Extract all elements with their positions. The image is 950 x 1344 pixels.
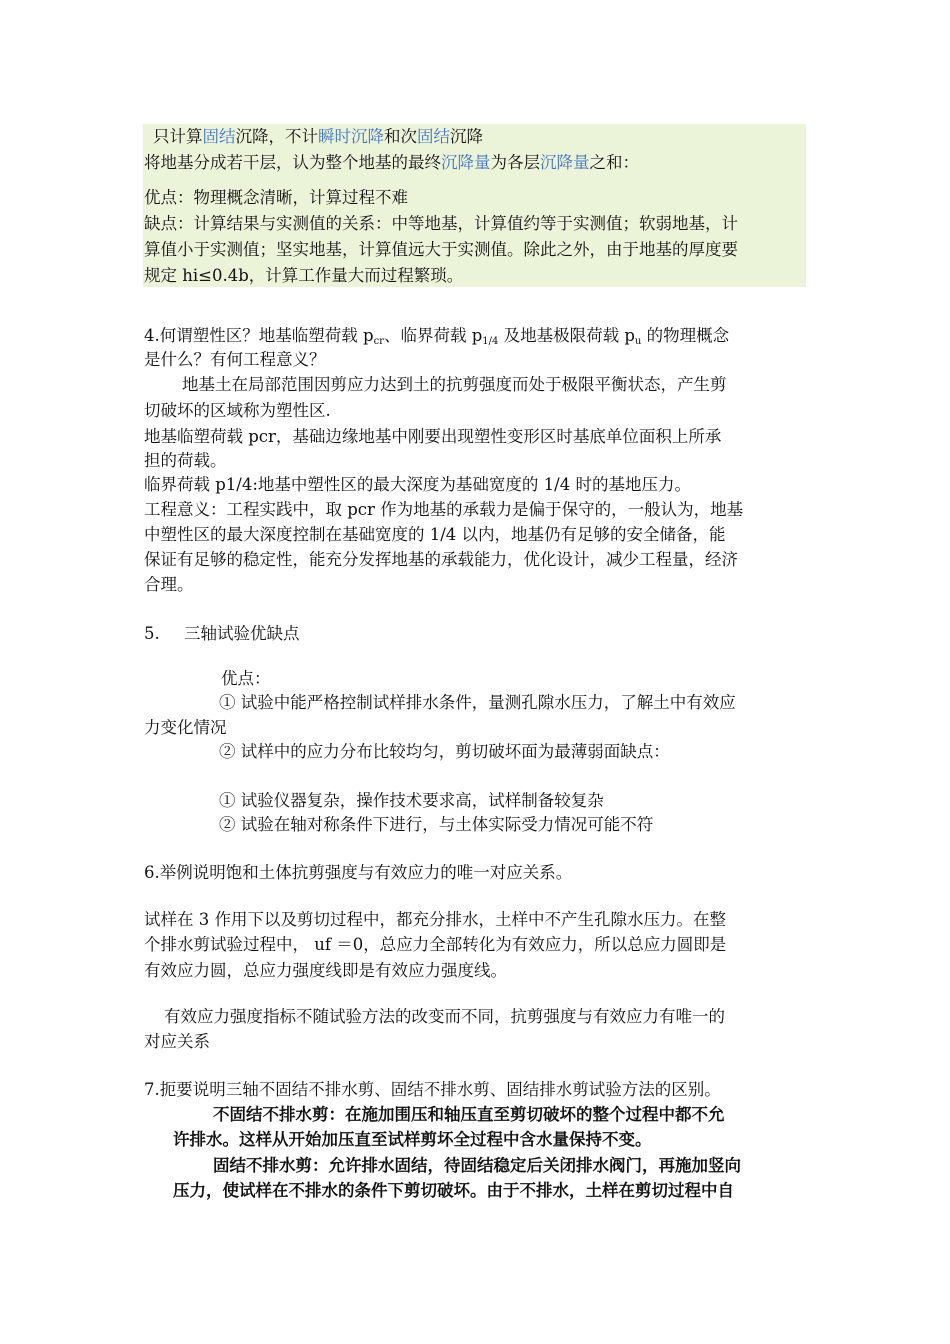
question-title: 7.扼要说明三轴不固结不排水剪、固结不排水剪、固结排水剪试验方法的区别。 (144, 1080, 721, 1099)
link-text: 固结 (417, 127, 450, 146)
text-line: 优点：物理概念清晰，计算过程不难 (144, 188, 408, 207)
text-segment: 为各层 (490, 153, 540, 172)
text-segment: 只计算 (153, 127, 203, 146)
text-segment: 和次 (384, 127, 417, 146)
list-item: ① 试验中能严格控制试样排水条件，量测孔隙水压力，了解土中有效应 (219, 693, 736, 712)
bold-text-line: 固结不排水剪：允许排水固结，待固结稳定后关闭排水阀门，再施加竖向 (213, 1156, 741, 1175)
text-line: 地基土在局部范围因剪应力达到土的抗剪强度而处于极限平衡状态，产生剪 (182, 375, 727, 394)
text-line: 算值小于实测值；坚实地基，计算值远大于实测值。除此之外，由于地基的厚度要 (144, 240, 738, 259)
text-line (144, 150, 808, 176)
text-line: 对应关系 (144, 1032, 210, 1051)
text-line: 合理。 (144, 575, 194, 594)
text-segment: 及地基极限荷载 p (498, 326, 635, 345)
text-line: 力变化情况 (144, 718, 227, 737)
list-item: ② 试样中的应力分布比较均匀，剪切破坏面为最薄弱面缺点： (219, 742, 670, 761)
text-line: 规定 hi≤0.4b，计算工作量大而过程繁琐。 (144, 266, 464, 285)
link-text: 固结 (202, 127, 236, 146)
text-line: 切破坏的区域称为塑性区. (144, 401, 331, 420)
text-line: 担的荷载。 (144, 451, 227, 470)
text-line: 工程意义：工程实践中，取 pcr 作为地基的承载力是偏于保守的，一般认为，地基 (144, 500, 744, 519)
text-line: 有效应力圆，总应力强度线即是有效应力强度线。 (144, 961, 507, 980)
question-title: 是什么？有何工程意义？ (144, 350, 326, 369)
text-line: 有效应力强度指标不随试验方法的改变而不同，抗剪强度与有效应力有唯一的 (164, 1007, 725, 1026)
subscript: cr (373, 336, 384, 347)
text-line: 优点： (221, 669, 271, 688)
text-segment: 沉降 (450, 127, 483, 146)
text-line: 中塑性区的最大深度控制在基础宽度的 1/4 以内，地基仍有足够的安全储备，能 (144, 525, 726, 544)
question-title: 6.举例说明饱和土体抗剪强度与有效应力的唯一对应关系。 (144, 863, 573, 882)
link-text: 瞬时沉降 (318, 127, 384, 146)
text-line: 保证有足够的稳定性，能充分发挥地基的承载能力，优化设计，减少工程量，经济 (144, 550, 738, 569)
list-item: ① 试验仪器复杂，操作技术要求高，试样制备较复杂 (219, 791, 604, 810)
text-segment: 之和： (589, 153, 639, 172)
subscript: 1/4 (482, 336, 499, 347)
link-text: 沉降量 (540, 153, 590, 172)
bold-text-line: 不固结不排水剪：在施加围压和轴压直至剪切破坏的整个过程中都不允 (213, 1105, 725, 1124)
text-segment: 、临界荷载 p (383, 326, 483, 345)
subscript: u (634, 336, 642, 347)
text-line: 缺点：计算结果与实测值的关系：中等地基，计算值约等于实测值；软弱地基，计 (144, 214, 738, 233)
question-title: 三轴试验优缺点 (184, 624, 300, 643)
question-number: 5. (144, 624, 160, 643)
text-line: 个排水剪试验过程中， uf ＝0，总应力全部转化为有效应力，所以总应力圆即是 (144, 935, 727, 954)
text-segment: 4.何谓塑性区？地基临塑荷载 p (144, 326, 374, 345)
text-segment: 的物理概念 (641, 326, 730, 345)
list-item: ② 试验在轴对称条件下进行，与土体实际受力情况可能不符 (219, 815, 654, 834)
text-line: 临界荷载 p1/4:地基中塑性区的最大深度为基础宽度的 1/4 时的基地压力。 (144, 475, 691, 494)
text-segment: 沉降，不计 (235, 127, 318, 146)
bold-text-line: 压力，使试样在不排水的条件下剪切破坏。由于不排水，土样在剪切过程中自 (173, 1181, 734, 1200)
bold-text-line: 许排水。这样从开始加压直至试样剪坏全过程中含水量保持不变。 (173, 1130, 652, 1149)
text-segment: 将地基分成若干层，认为整个地基的最终 (144, 153, 441, 172)
link-text: 沉降量 (441, 153, 491, 172)
text-line: 试样在 3 作用下以及剪切过程中，都充分排水，土样中不产生孔隙水压力。在整 (144, 910, 726, 929)
text-line: 地基临塑荷载 pcr，基础边缘地基中刚要出现塑性变形区时基底单位面积上所承 (144, 427, 722, 446)
text-line (153, 124, 817, 150)
